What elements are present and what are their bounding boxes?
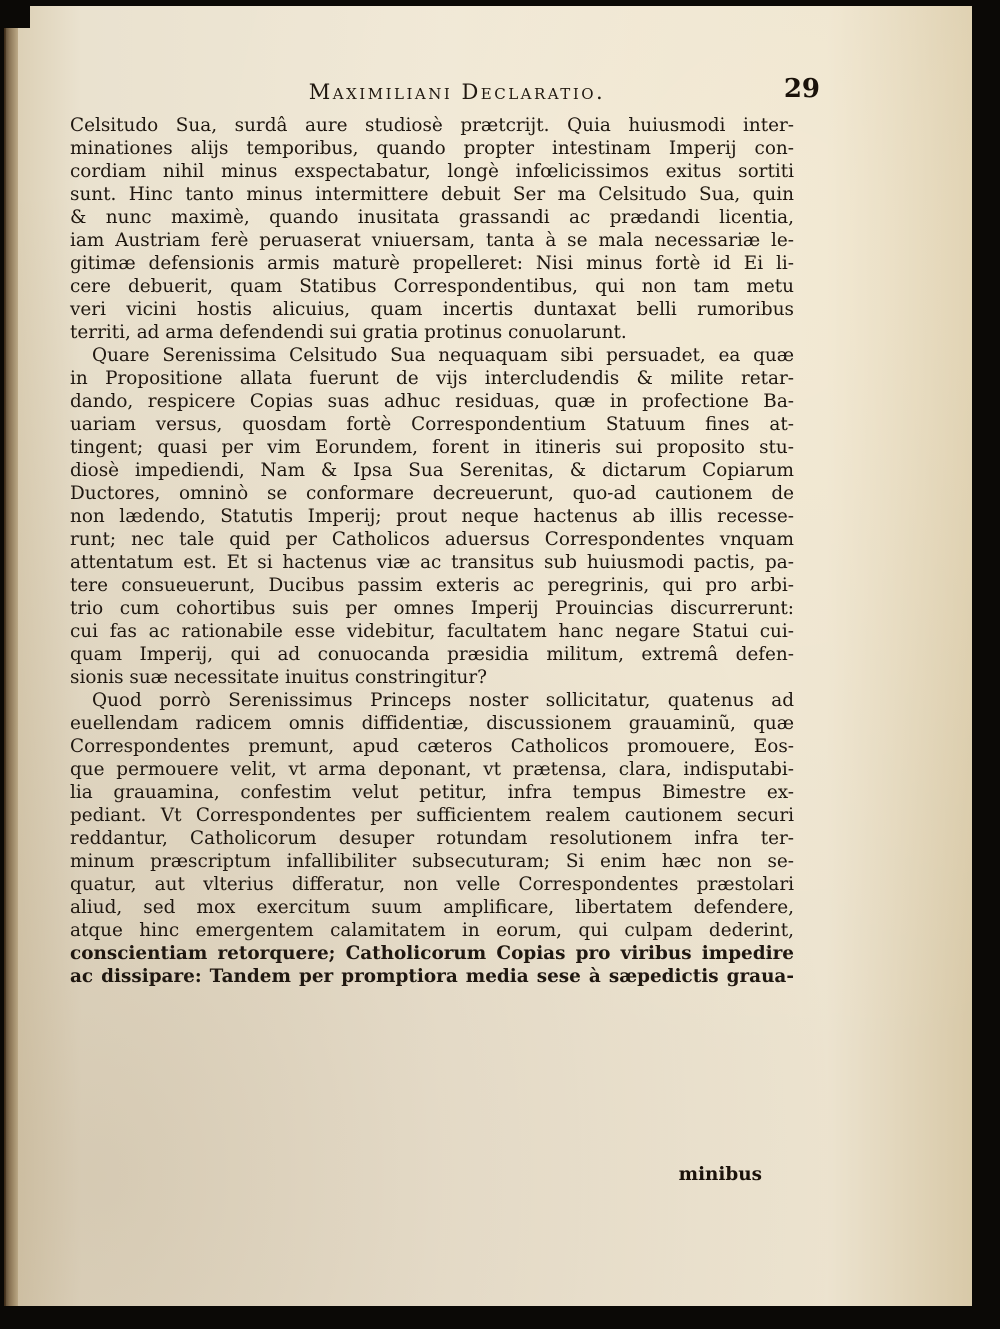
text-line: uariam versus, quosdam fortè Correspondentium Statuum fines at- [70, 414, 794, 435]
book-page [4, 6, 972, 1306]
text-line: veri vicini hostis alicuius, quam incertis duntaxat belli rumoribus [70, 299, 794, 320]
page-header [64, 74, 820, 112]
text-line: conscientiam retorquere; Catholicorum Copias pro viribus impedire [70, 943, 794, 964]
text-line: in Propositione allata fuerunt de vijs intercludendis & milite retar- [70, 368, 794, 389]
text-line: cere debuerit, quam Statibus Correspondentibus, qui non tam metu [70, 276, 794, 297]
text-line: minum præscriptum infallibiliter subsecuturam; Si enim hæc non se- [70, 851, 794, 872]
text-line: aliud, sed mox exercitum suum amplificare, libertatem defendere, [70, 897, 794, 918]
text-line: euellendam radicem omnis diffidentiæ, discussionem grauaminũ, quæ [70, 713, 794, 734]
text-line: territi, ad arma defendendi sui gratia protinus conuolarunt. [70, 322, 627, 343]
text-line: & nunc maximè, quando inusitata grassandi ac prædandi licentia, [70, 207, 794, 228]
text-line: attentatum est. Et si hactenus viæ ac transitus sub huiusmodi pactis, pa- [70, 552, 794, 573]
text-line: Quare Serenissima Celsitudo Sua nequaquam sibi persuadet, ea quæ [92, 345, 794, 366]
text-line: gitimæ defensionis armis maturè propelleret: Nisi minus fortè id Ei li- [70, 253, 794, 274]
text-line: iam Austriam ferè peruaserat vniuersam, tanta à se mala necessariæ le- [70, 230, 794, 251]
text-line: atque hinc emergentem calamitatem in eorum, qui culpam dederint, [70, 920, 794, 941]
body-text [70, 114, 794, 988]
text-line: Ductores, omninò se conformare decreuerunt, quo-ad cautionem de [70, 483, 794, 504]
text-line: tingent; quasi per vim Eorundem, forent in itineris sui proposito stu- [70, 437, 794, 458]
text-line: cordiam nihil minus exspectabatur, longè infœlicissimos exitus sortiti [70, 161, 794, 182]
catchword: minibus [678, 1164, 762, 1185]
running-head: Maximiliani Declaratio. [308, 80, 606, 104]
text-line: reddantur, Catholicorum desuper rotundam resolutionem infra ter- [70, 828, 794, 849]
paragraph-3 [70, 689, 794, 988]
page-corner [4, 6, 30, 28]
text-line: non lædendo, Statutis Imperij; prout neque hactenus ab illis recesse- [70, 506, 794, 527]
text-line: Celsitudo Sua, surdâ aure studiosè prætcrijt. Quia huiusmodi inter- [70, 115, 794, 136]
text-line: sunt. Hinc tanto minus intermittere debuit Ser ma Celsitudo Sua, quin [70, 184, 794, 205]
paragraph-1 [70, 114, 794, 344]
page-number: 29 [783, 74, 820, 104]
text-line: que permouere velit, vt arma deponant, vt prætensa, clara, indisputabi- [70, 759, 794, 780]
text-line: trio cum cohortibus suis per omnes Imperij Prouincias discurrerunt: [70, 598, 794, 619]
book-spine-shadow [4, 6, 18, 1306]
text-line: quatur, aut vlterius differatur, non velle Correspondentes præstolari [70, 874, 794, 895]
text-line: sionis suæ necessitate inuitus constringitur? [70, 667, 488, 688]
text-line: tere consueuerunt, Ducibus passim exteris ac peregrinis, qui pro arbi- [70, 575, 794, 596]
text-line: ac dissipare: Tandem per promptiora media sese à sæpedictis graua- [70, 966, 794, 987]
text-line: quam Imperij, qui ad conuocanda præsidia militum, extremâ defen- [70, 644, 794, 665]
text-line: lia grauamina, confestim velut petitur, infra tempus Bimestre ex- [70, 782, 794, 803]
text-line: pediant. Vt Correspondentes per sufficientem realem cautionem securi [70, 805, 794, 826]
text-line: diosè impediendi, Nam & Ipsa Sua Serenitas, & dictarum Copiarum [70, 460, 794, 481]
text-line: dando, respicere Copias suas adhuc residuas, quæ in profectione Ba- [70, 391, 794, 412]
text-line: Quod porrò Serenissimus Princeps noster sollicitatur, quatenus ad [92, 690, 794, 711]
text-line: runt; nec tale quid per Catholicos aduersus Correspondentes vnquam [70, 529, 794, 550]
text-line: minationes alijs temporibus, quando propter intestinam Imperij con- [70, 138, 794, 159]
text-line: cui fas ac rationabile esse videbitur, facultatem hanc negare Statui cui- [70, 621, 794, 642]
text-line: Correspondentes premunt, apud cæteros Catholicos promouere, Eos- [70, 736, 794, 757]
paragraph-2 [70, 344, 794, 689]
